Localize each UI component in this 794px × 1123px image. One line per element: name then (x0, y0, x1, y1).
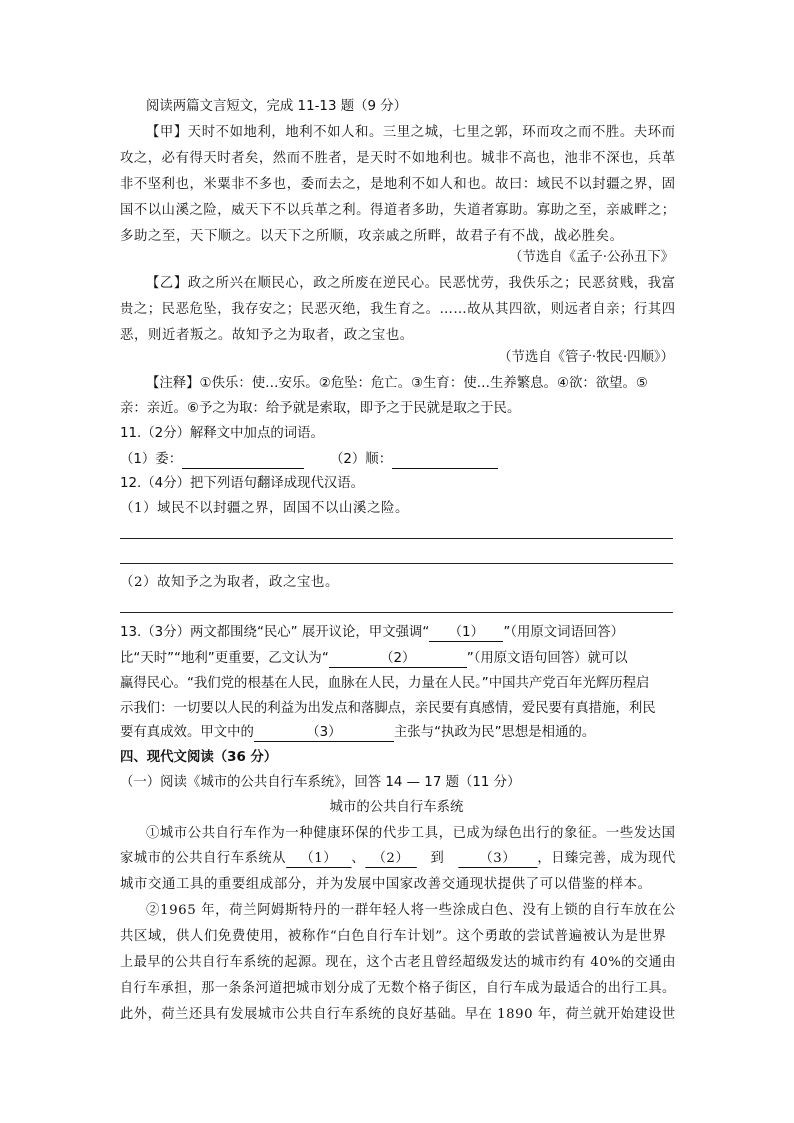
article-line: 上最早的公共自行车系统的起源。现在，这个古老且曾经超级发达的城市约有 40%的交通由 (120, 955, 677, 970)
q13-blank-1[interactable]: （1） (429, 625, 503, 642)
q13-text: 要有真成效。甲文中的 (120, 725, 254, 740)
answer-line[interactable] (120, 612, 673, 613)
q13-line: 示我们：一切要以人民的利益为出发点和落脚点，亲民要有真感情，爱民要有真措施，利民 (120, 701, 656, 716)
article-text: 到 (430, 851, 445, 866)
q11-item2 (330, 450, 498, 470)
passage-jia-line: 多助之至，天下顺之。以天下之所顺，攻亲戚之所畔，故君子有不战，战必胜矣。 (120, 229, 624, 244)
article-text: 家城市的公共自行车系统从 (120, 851, 287, 866)
article-line: 此外，荷兰还具有发展城市公共自行车系统的良好基础。早在 1890 年，荷兰就开始建设世 (120, 1007, 676, 1022)
q13-line (120, 623, 624, 643)
article-line: 自行车承担，那一条条河道把城市划分成了无数个格子街区，自行车成为最适合的出行工具。 (120, 981, 676, 996)
q11-answer-blank-2[interactable] (392, 452, 498, 469)
article-blank-3[interactable]: （3） (458, 851, 537, 868)
q13-line: 赢得民心。“我们党的根基在人民，血脉在人民，力量在人民。”中国共产党百年光辉历程启 (120, 676, 650, 691)
answer-line[interactable] (120, 563, 673, 564)
reading-header: 阅读两篇文言短文，完成 11-13 题（9 分） (146, 99, 408, 114)
q11-answer-blank-1[interactable] (182, 452, 304, 469)
q13-text: ”（用原文词语回答） (503, 625, 625, 640)
passage-jia-source: （节选自《孟子·公孙丑下》 (509, 250, 674, 265)
passage-jia-line: 国不以山溪之险，威天下不以兵革之利。得道者多助，失道者寡助。寡助之至，亲戚畔之； (120, 203, 676, 218)
article-line (120, 849, 676, 869)
q13-line (120, 723, 595, 743)
passage-yi-line: 贵之；民恶危坠，我存安之；民恶灭绝，我生育之。……故从其四欲，则远者自亲；行其四 (120, 302, 676, 317)
q13-text: 比“天时”“地利”更重要，乙文认为“ (120, 651, 329, 666)
q13-text: ”（用原文语句回答）就可以 (466, 651, 628, 666)
q11-item1 (120, 450, 304, 470)
q11-item1-label: （1）委： (120, 452, 183, 467)
passage-yi-line: 恶，则近者叛之。故知予之为取者，政之宝也。 (120, 328, 414, 343)
q12-item1: （1）域民不以封疆之界，固国不以山溪之险。 (120, 501, 409, 516)
q13-blank-2[interactable]: （2） (329, 651, 467, 668)
section-subtitle: （一）阅读《城市的公共自行车系统》，回答 14 — 17 题（11 分） (120, 775, 521, 790)
q13-text: 主张与“执政为民”思想是相通的。 (393, 725, 596, 740)
section-title: 四、现代文阅读（36 分） (120, 750, 278, 765)
article-blank-2[interactable]: （2） (365, 851, 416, 868)
q12-stem: 12.（4分）把下列语句翻译成现代汉语。 (120, 476, 365, 491)
passage-jia-line: 【甲】天时不如地利，地利不如人和。三里之城，七里之郭，环而攻之而不胜。夫环而 (146, 125, 676, 140)
article-line: ①城市公共自行车作为一种健康环保的代步工具，已成为绿色出行的象征。一些发达国 (146, 826, 676, 841)
article-line: 城市交通工具的重要组成部分，并为发展中国家改善交通现状提供了可以借鉴的样本。 (120, 877, 652, 892)
article-title: 城市的公共自行车系统 (329, 800, 464, 815)
article-line: 共区域，供人们免费使用，被称作“白色自行车计划”。这个勇敢的尝试普遍被认为是世界 (120, 929, 667, 944)
q13-blank-3[interactable]: （3） (254, 725, 394, 742)
notes-line: 【注释】①佚乐：使…安乐。②危坠：危亡。③生育：使…生养繁息。④欲：欲望。⑤ (146, 376, 648, 391)
answer-line[interactable] (120, 538, 673, 539)
article-text: ，日臻完善，成为现代 (537, 851, 676, 866)
passage-jia-line: 攻之，必有得天时者矣，然而不胜者，是天时不如地利也。城非不高也，池非不深也，兵革 (120, 151, 676, 166)
notes-line: 亲：亲近。⑥予之为取：给予就是索取，即予之于民就是取之于民。 (120, 401, 521, 416)
q12-item2: （2）故知予之为取者，政之宝也。 (120, 575, 339, 590)
q11-stem: 11.（2分）解释文中加点的词语。 (120, 426, 324, 441)
article-text: 、 (351, 851, 366, 866)
passage-jia-line: 非不坚利也，米粟非不多也，委而去之，是地利不如人和也。故曰：域民不以封疆之界，固 (120, 177, 676, 192)
passage-yi-source: （节选自《管子·牧民·四顺》） (498, 350, 674, 365)
article-line: ②1965 年，荷兰阿姆斯特丹的一群年轻人将一些涂成白色、没有上锁的自行车放在公 (146, 903, 677, 918)
q13-text: 13.（3分）两文都围绕“民心” 展开议论，甲文强调“ (120, 625, 430, 640)
q13-line (120, 649, 628, 669)
article-blank-1[interactable]: （1） (286, 851, 351, 868)
q11-item2-label: （2）顺： (330, 452, 393, 467)
passage-yi-line: 【乙】政之所兴在顺民心，政之所废在逆民心。民恶忧劳，我佚乐之；民恶贫贱，我富 (146, 276, 676, 291)
